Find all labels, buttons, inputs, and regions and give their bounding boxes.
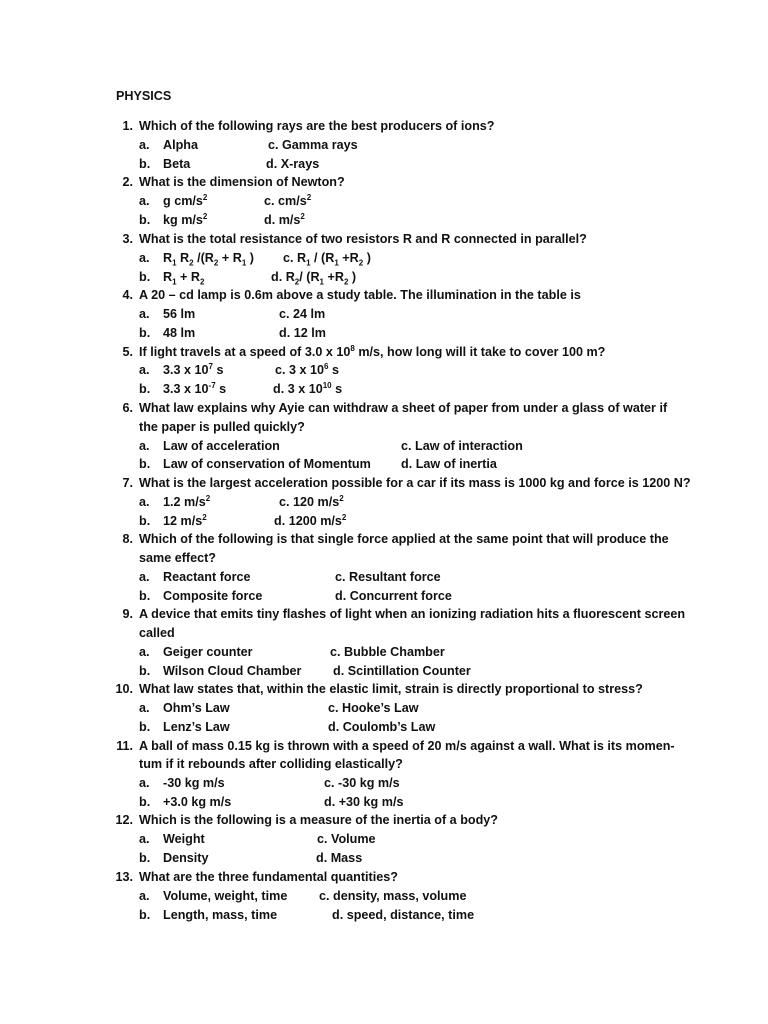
option-c: c. 24 lm (279, 307, 326, 321)
option-c: c. Bubble Chamber (330, 645, 445, 659)
option-a: -30 kg m/s (163, 776, 225, 790)
option-a: Reactant force (163, 570, 251, 584)
question-number: 6. (122, 401, 133, 415)
option-b: Law of conservation of Momentum (163, 457, 371, 471)
option-letter-b: b. (139, 851, 151, 865)
option-letter-a: a. (139, 363, 150, 377)
option-b: +3.0 kg m/s (163, 795, 232, 809)
option-letter-b: b. (139, 457, 151, 471)
question-number: 2. (122, 175, 133, 189)
option-letter-a: a. (139, 439, 150, 453)
option-letter-a: a. (139, 645, 150, 659)
option-letter-b: b. (139, 270, 151, 284)
option-letter-b: b. (139, 908, 151, 922)
option-a: Law of acceleration (163, 439, 280, 453)
option-b: 12 $m/s^2$ (163, 512, 207, 528)
option-d: d. Mass (316, 851, 363, 865)
question-text: Which is the following is a measure of the inertia of a body? (139, 813, 498, 827)
option-c: c. 120 $m/s^2$ (279, 493, 344, 509)
option-c: c. Resultant force (335, 570, 441, 584)
question-number: 10. (115, 682, 133, 696)
option-d: d. 1200 $m/s^2$ (274, 512, 347, 528)
option-a: 3.3 x $10^7$ s (163, 361, 224, 377)
option-a: Weight (163, 832, 205, 846)
option-c: c. Hooke’s Law (328, 701, 419, 715)
question-text: What is the largest acceleration possible for a car if its mass is 1000 kg and force is 1200 N? (139, 476, 691, 490)
question-number: 13. (115, 870, 133, 884)
question-number: 1. (122, 119, 133, 133)
option-letter-b: b. (139, 795, 151, 809)
question-text-cont: called (139, 626, 175, 640)
option-a: Volume, weight, time (163, 889, 288, 903)
option-letter-b: b. (139, 382, 151, 396)
option-letter-b: b. (139, 213, 151, 227)
option-b: Beta (163, 157, 191, 171)
option-letter-a: a. (139, 138, 150, 152)
option-b: 48 lm (163, 326, 196, 340)
option-a: 56 lm (163, 307, 196, 321)
option-d: d. 12 lm (279, 326, 326, 340)
option-c: c. density, mass, volume (319, 889, 467, 903)
option-letter-a: a. (139, 570, 150, 584)
option-d: d. Coulomb’s Law (328, 720, 436, 734)
option-letter-a: a. (139, 194, 150, 208)
question-text: If light travels at a speed of 3.0 x $10^8$ m/s, how long will it take to cover 100 m? (139, 343, 606, 359)
option-a: Ohm’s Law (163, 701, 230, 715)
option-d: d. 3 x $10^{10}$ s (273, 380, 343, 396)
question-number: 7. (122, 476, 133, 490)
question-text: What is the total resistance of two resistors R and R connected in parallel? (139, 232, 587, 246)
question-text: A ball of mass 0.15 kg is thrown with a speed of 20 m/s against a wall. What is its momen- (139, 739, 675, 753)
option-letter-a: a. (139, 251, 150, 265)
option-c: c. Gamma rays (268, 138, 358, 152)
option-letter-a: a. (139, 495, 150, 509)
question-text: A 20 – cd lamp is 0.6m above a study table. The illumination in the table is (139, 288, 581, 302)
option-c: c. Volume (317, 832, 376, 846)
option-b: Density (163, 851, 209, 865)
option-d: d. +30 kg m/s (324, 795, 404, 809)
option-letter-b: b. (139, 664, 151, 678)
option-d: d. speed, distance, time (332, 908, 475, 922)
option-d: d. Law of inertia (401, 457, 497, 471)
option-b: $R_1 + R_2$ (163, 270, 205, 287)
question-text: Which of the following is that single force applied at the same point that will produce the (139, 532, 669, 546)
question-text: Which of the following rays are the best producers of ions? (139, 119, 495, 133)
question-number: 9. (122, 607, 133, 621)
option-letter-b: b. (139, 720, 151, 734)
question-number: 5. (122, 345, 133, 359)
option-c: c. 3 x $10^6$ s (275, 361, 339, 377)
option-b: Lenz’s Law (163, 720, 230, 734)
option-letter-a: a. (139, 307, 150, 321)
question-number: 3. (122, 232, 133, 246)
option-d: d. X-rays (266, 157, 320, 171)
option-letter-a: a. (139, 832, 150, 846)
option-d: d. Scintillation Counter (333, 664, 471, 678)
option-letter-a: a. (139, 889, 150, 903)
question-text-cont: tum if it rebounds after colliding elastically? (139, 757, 403, 771)
option-c: c. $R_1 / (R_1 +R_2$ ) (283, 251, 371, 268)
option-c: c. -30 kg m/s (324, 776, 400, 790)
option-letter-a: a. (139, 776, 150, 790)
question-text-cont: same effect? (139, 551, 216, 565)
option-a: g $cm/s^2$ (163, 192, 208, 208)
question-number: 4. (122, 288, 133, 302)
option-letter-b: b. (139, 589, 151, 603)
question-text: What law explains why Ayie can withdraw a sheet of paper from under a glass of water if (139, 401, 668, 415)
question-text-cont: the paper is pulled quickly? (139, 420, 305, 434)
option-letter-b: b. (139, 157, 151, 171)
option-b: 3.3 x $10^{-7}$ s (163, 380, 227, 396)
option-a: 1.2 $m/s^2$ (163, 493, 211, 509)
option-b: Wilson Cloud Chamber (163, 664, 302, 678)
question-number: 11. (116, 739, 133, 753)
option-b: Length, mass, time (163, 908, 278, 922)
option-c: c. $cm/s^2$ (264, 192, 312, 208)
option-letter-a: a. (139, 701, 150, 715)
question-text: What are the three fundamental quantities? (139, 870, 398, 884)
option-letter-b: b. (139, 514, 151, 528)
option-a: Geiger counter (163, 645, 253, 659)
option-c: c. Law of interaction (401, 439, 523, 453)
option-d: d. $R_2/$ ($R_1 +R_2$ ) (271, 270, 357, 287)
question-text: What is the dimension of Newton? (139, 175, 345, 189)
option-d: d. $m/s^2$ (264, 211, 305, 227)
option-letter-b: b. (139, 326, 151, 340)
option-b: Composite force (163, 589, 263, 603)
option-a: Alpha (163, 138, 198, 152)
question-number: 8. (122, 532, 133, 546)
page-title: PHYSICS (116, 89, 172, 103)
option-b: kg $m/s^2$ (163, 211, 208, 227)
question-text: A device that emits tiny flashes of light when an ionizing radiation hits a fluorescent screen (139, 607, 686, 621)
question-text: What law states that, within the elastic limit, strain is directly proportional to stress? (139, 682, 643, 696)
option-d: d. Concurrent force (335, 589, 452, 603)
option-a: $R_1$ $R_2$ $/(R_2 + R_1$ ) (163, 251, 254, 268)
question-number: 12. (115, 813, 133, 827)
